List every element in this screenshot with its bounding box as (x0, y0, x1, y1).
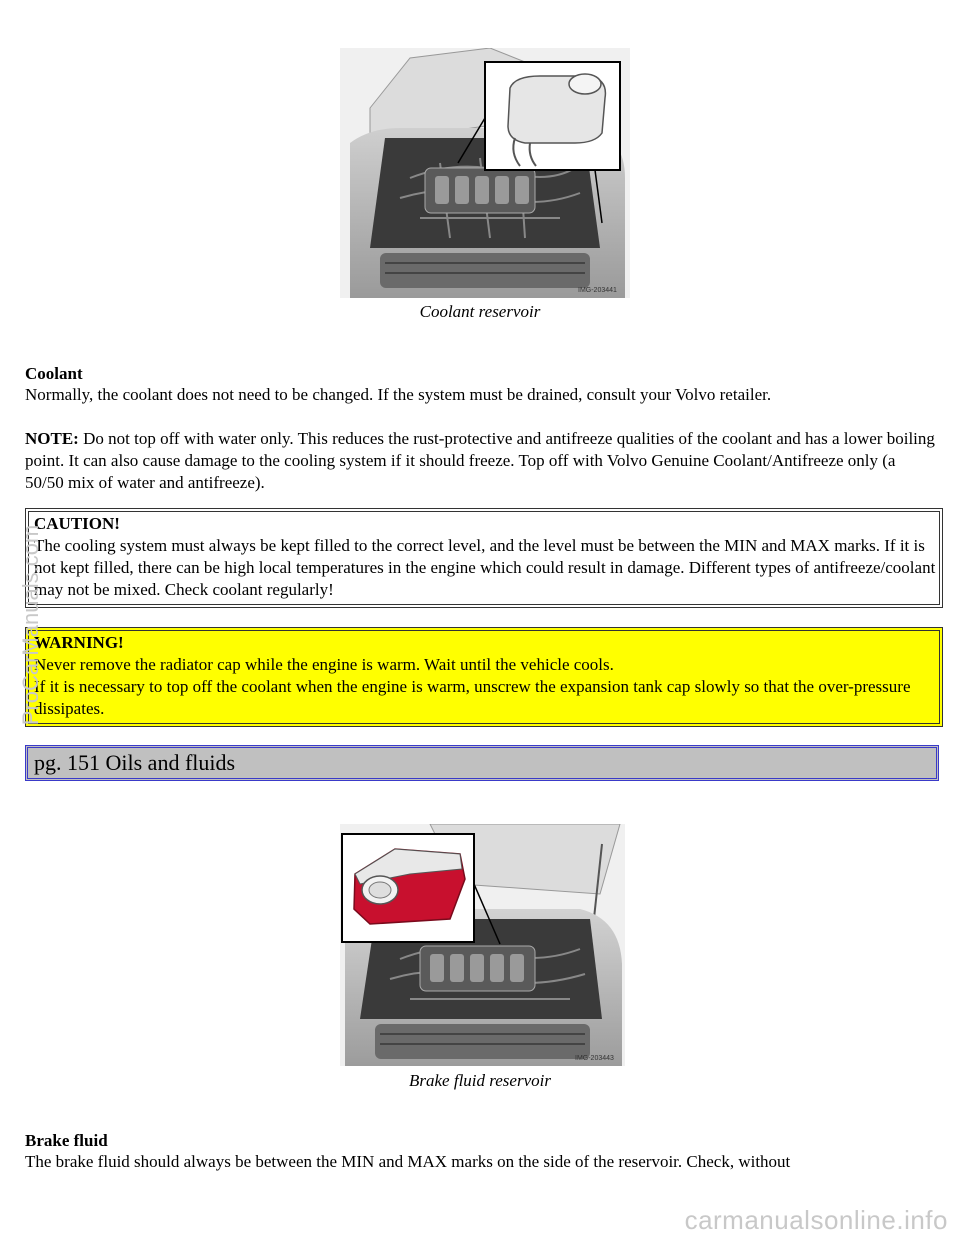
warning-title: WARNING! (34, 633, 124, 652)
body-paragraph: The brake fluid should always be between the MIN and MAX marks on the side of the reservoir. Check, without (25, 1152, 791, 1171)
figure-image-code: IMG-203443 (575, 1055, 614, 1062)
warning-box (25, 627, 943, 727)
figure-caption: Brake fluid reservoir (409, 1071, 551, 1090)
note-paragraph (25, 428, 937, 494)
brake-fluid-reservoir-figure (340, 824, 625, 1066)
warning-line-2: If it is necessary to top off the coolant when the engine is warm, unscrew the expansion tank cap slowly so that the over-pressure dissipates. (34, 677, 911, 718)
caution-box (25, 508, 943, 608)
note-text: Do not top off with water only. This reduces the rust-protective and antifreeze qualities of the coolant and has a lower boiling point. It can also cause damage to the cooling system if it should freeze. Top off with Volvo Genuine Coolant/Antifreeze only (a 50/50 mix of water and antifreeze). (25, 429, 935, 492)
warning-line-1: Never remove the radiator cap while the engine is warm. Wait until the vehicle cools. (34, 655, 614, 674)
coolant-reservoir-figure (340, 48, 630, 298)
watermark-bottom-right: carmanualsonline.info (684, 1205, 948, 1235)
watermark-left: ProCarManuals.com (18, 524, 43, 726)
body-paragraph: Normally, the coolant does not need to be changed. If the system must be drained, consult your Volvo retailer. (25, 385, 772, 404)
section-heading: Coolant (25, 364, 83, 383)
figure-caption: Coolant reservoir (419, 302, 541, 321)
caution-title: CAUTION! (34, 514, 120, 533)
page-section-title: pg. 151 Oils and fluids (25, 745, 939, 781)
note-label: NOTE: (25, 429, 79, 448)
figure-image-code: IMG-203441 (578, 287, 617, 294)
section-heading: Brake fluid (25, 1131, 108, 1150)
caution-text: The cooling system must always be kept filled to the correct level, and the level must be between the MIN and MAX marks. If it is not kept filled, there can be high local temperatures in the engine which could result in damage. Different types of antifreeze/coolant may not be mixed. Check coolant regularly! (34, 536, 936, 599)
